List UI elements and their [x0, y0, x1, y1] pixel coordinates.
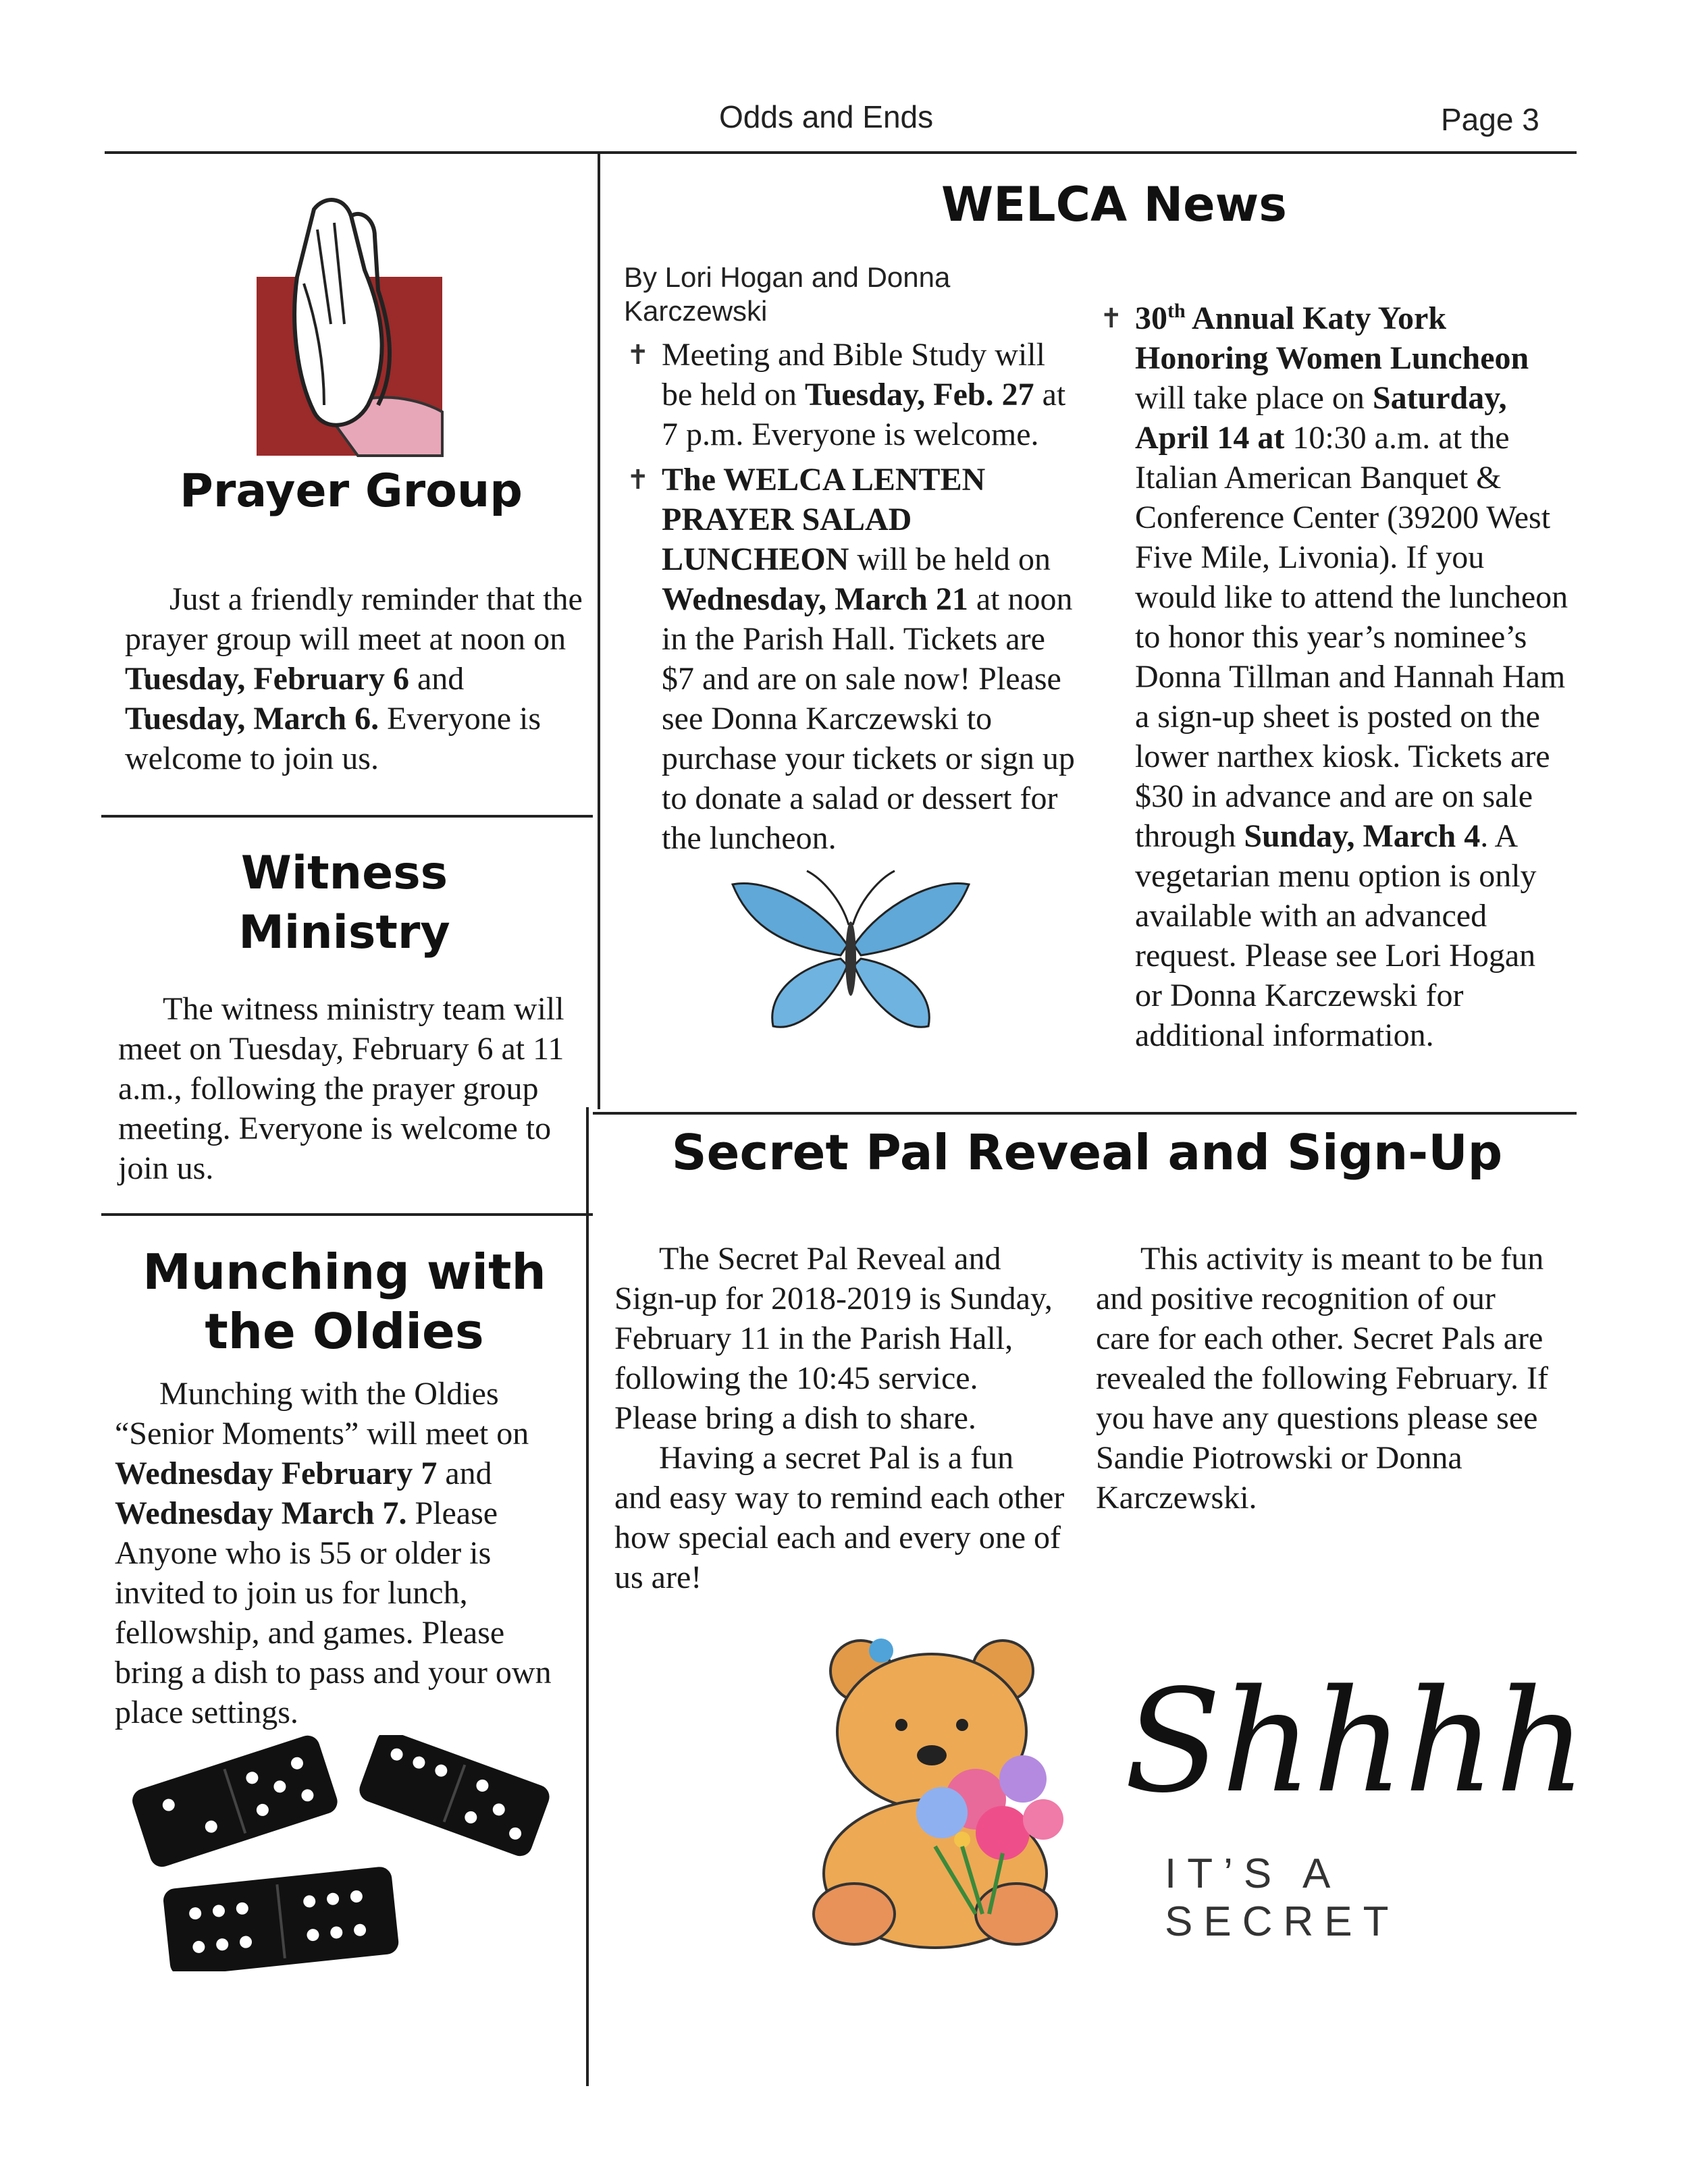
secret-pal-right-text: This activity is meant to be fun and positive recognition of our care for each other. Secret Pals are revealed the following February. If you have any questions please see Sandie Piotrowski or Donna Karczewski. — [1096, 1241, 1548, 1516]
column-divider-top — [598, 154, 600, 1109]
section-rule — [101, 1213, 593, 1216]
prayer-group-heading: Prayer Group — [180, 464, 523, 518]
shhhh-text: Shhhh — [1124, 1659, 1587, 1824]
witness-ministry-heading: Witness Ministry — [238, 847, 450, 959]
welca-item-katy-york: ✝ 30th Annual Katy York Honoring Women Luncheon will take place on Saturday, April 14 at 10:30 a.m. at the Italian American Banquet & Conference Center (39200 West Five Mile, Livonia). If you would like to attend the luncheon to honor this year’s nominee’s Donna Tillman and Hannah Ham a sign-up sheet is posted on the lower narthex kiosk. Tickets are $30 in advance and are on sale through Sunday, March 4. A vegetarian menu option is only available with an advanced request. Please see Lori Hogan or Donna Karczewski for additional information. — [1100, 300, 1568, 1053]
page-number: Page 3 — [1441, 102, 1539, 137]
newsletter-title: Odds and Ends — [719, 99, 934, 134]
cross-icon: ✝ — [1100, 303, 1123, 334]
welca-news-heading: WELCA News — [941, 177, 1287, 232]
prayer-group-text: Just a friendly reminder that the prayer group will meet at noon on Tuesday, February 6 and Tuesday, March 6. Everyone is welcome to join us. — [125, 581, 583, 776]
secret-caption: IT’S A SECRET — [1165, 1850, 1400, 1945]
secret-pal-left-text: The Secret Pal Reveal and Sign-up for 2018-2019 is Sunday, February 11 in the Parish Hall, following the 10:45 service. Please bring a dish to share. Having a secret Pal is a fun and easy way to remind each other how special each and every one of us are! — [614, 1241, 1065, 1595]
section-rule — [593, 1112, 1577, 1115]
welca-left-column — [624, 335, 1083, 863]
welca-right-column — [1097, 298, 1570, 1061]
section-rule — [101, 815, 593, 818]
dominoes-icon — [128, 1735, 560, 1971]
cross-icon: ✝ — [627, 340, 650, 370]
header-rule — [105, 151, 1577, 154]
witness-ministry-text: The witness ministry team will meet on Tuesday, February 6 at 11 a.m., following the prayer group meeting. Everyone is welcome to join us. — [118, 991, 564, 1186]
munching-heading: Munching with the Oldies — [142, 1244, 546, 1360]
munching-text: Munching with the Oldies “Senior Moments” will meet on Wednesday February 7 and Wednesday March 7. Please Anyone who is 55 or older is invited to join us for lunch, fellowship, and games. Please bring a dish to pass and your own place settings. — [115, 1376, 552, 1730]
butterfly-icon — [726, 864, 976, 1046]
welca-item-luncheon: ✝ The WELCA LENTEN PRAYER SALAD LUNCHEON will be held on Wednesday, March 21 at noon in the Parish Hall. Tickets are $7 and are on sale now! Please see Donna Karczewski to purchase your tickets or sign up to donate a salad or dessert for the luncheon. — [624, 460, 1083, 858]
praying-hands-icon — [250, 189, 452, 459]
column-divider-bottom — [586, 1107, 589, 2086]
secret-pal-heading: Secret Pal Reveal and Sign-Up — [671, 1124, 1503, 1181]
welca-item-meeting: ✝ Meeting and Bible Study will be held on Tuesday, Feb. 27 at 7 p.m. Everyone is welcome. — [624, 335, 1083, 454]
welca-byline: By Lori Hogan and Donna Karczewski — [624, 261, 951, 327]
cross-icon: ✝ — [627, 464, 650, 495]
teddy-bear-icon — [800, 1630, 1097, 1954]
